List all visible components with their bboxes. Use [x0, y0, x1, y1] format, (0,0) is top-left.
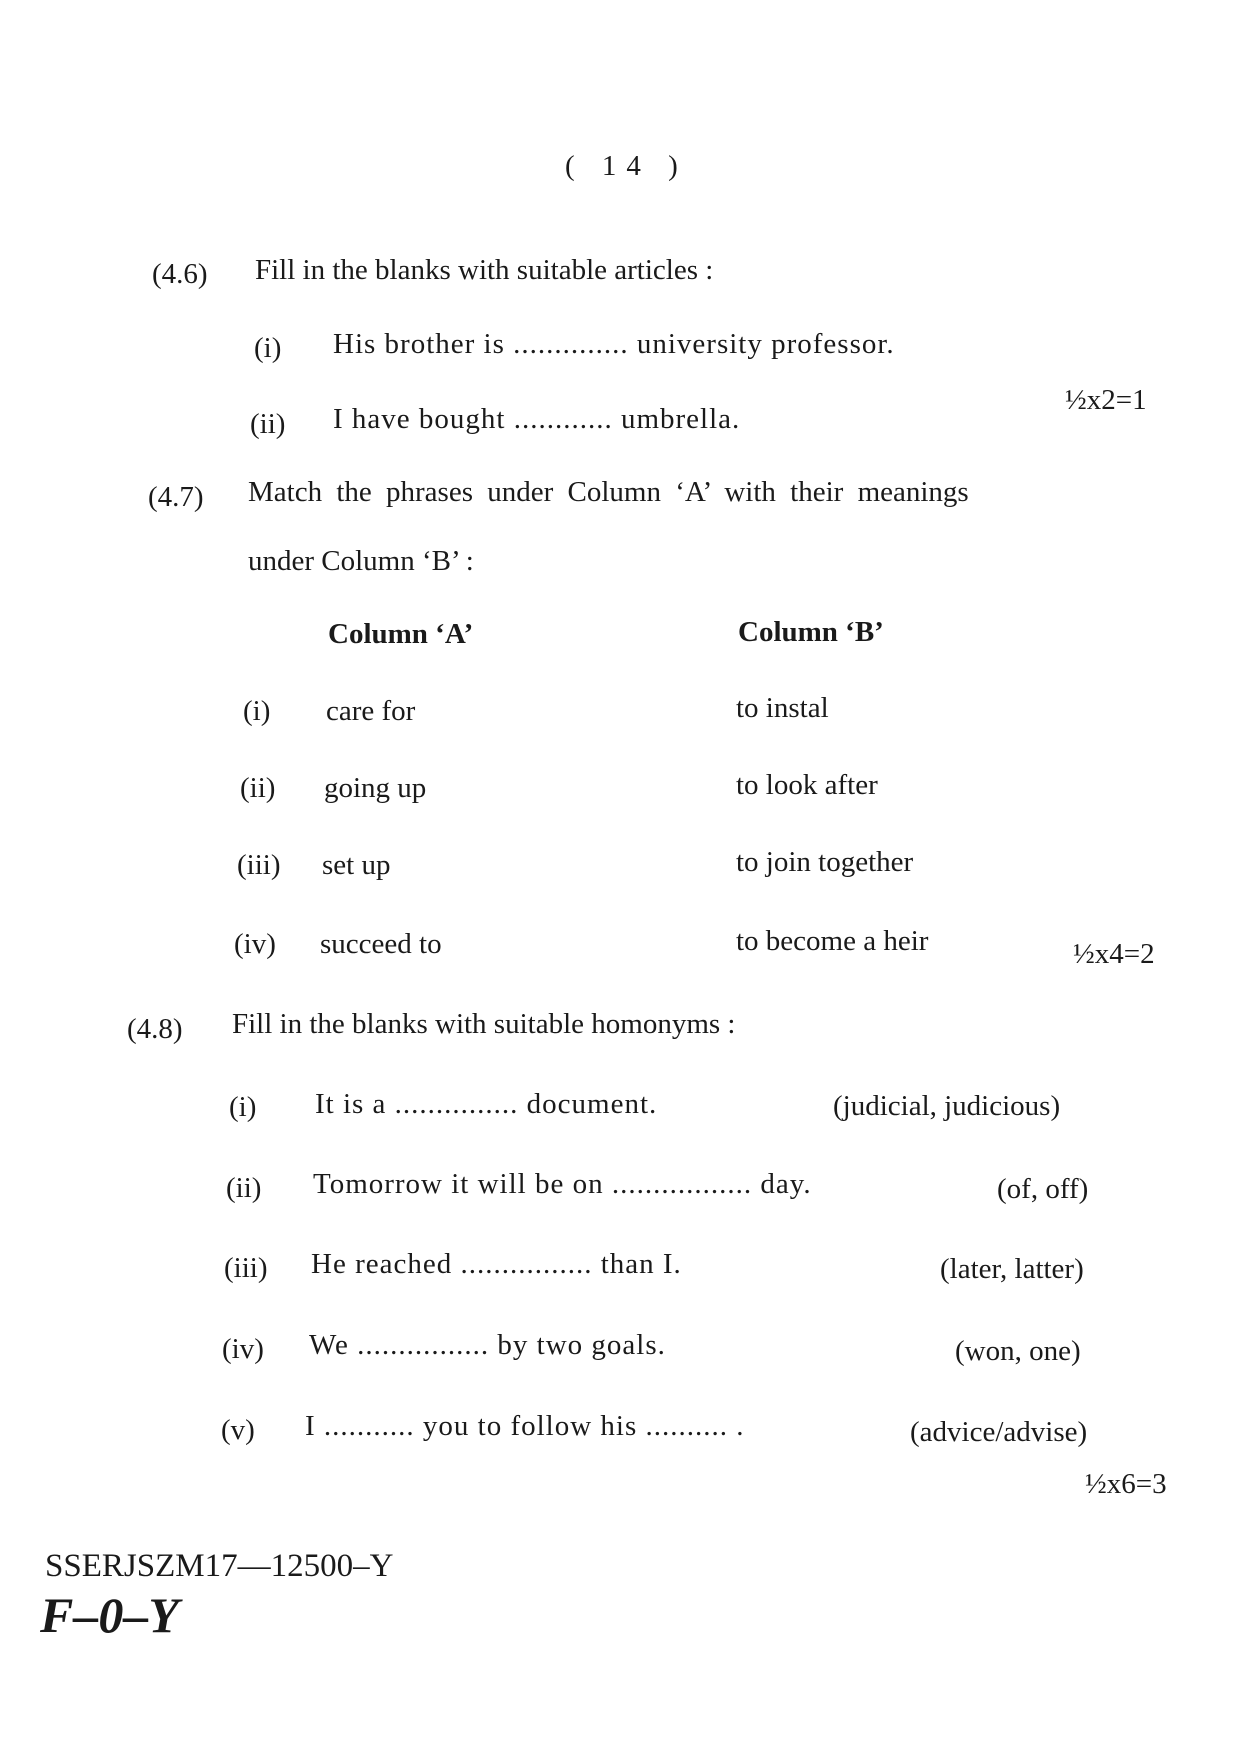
q48-item-5-label: (v)	[221, 1414, 255, 1446]
q46-item-2-text: I have bought ............ umbrella.	[333, 403, 741, 435]
q47-number: (4.7)	[148, 481, 204, 513]
q46-marks: ½x2=1	[1065, 384, 1147, 416]
q47-row-2-label: (ii)	[240, 772, 276, 804]
q48-item-3-text: He reached ................ than I.	[311, 1248, 682, 1280]
q47-row-1-label: (i)	[243, 695, 271, 727]
q47-row-2-a: going up	[324, 772, 427, 804]
q47-row-1-b: to instal	[736, 692, 829, 724]
q48-item-1-label: (i)	[229, 1091, 257, 1123]
q48-item-5-options: (advice/advise)	[910, 1416, 1088, 1448]
q48-item-2-options: (of, off)	[997, 1173, 1089, 1205]
paper-set: F–0–Y	[40, 1587, 179, 1643]
q48-number: (4.8)	[127, 1013, 183, 1045]
q48-item-2-text: Tomorrow it will be on ................. day.	[313, 1168, 812, 1200]
q46-instruction: Fill in the blanks with suitable articles :	[255, 254, 714, 286]
paper-code: SSERJSZM17—12500–Y	[45, 1548, 394, 1584]
q47-row-3-b: to join together	[736, 846, 914, 878]
q46-item-2-label: (ii)	[250, 408, 286, 440]
q48-item-3-label: (iii)	[224, 1252, 268, 1284]
q47-row-4-b: to become a heir	[736, 925, 929, 957]
page-number: ( 14 )	[565, 150, 688, 182]
q47-marks: ½x4=2	[1073, 938, 1155, 970]
q46-item-1-text: His brother is .............. university professor.	[333, 328, 895, 360]
q47-row-4-a: succeed to	[320, 928, 442, 960]
q48-item-4-text: We ................ by two goals.	[309, 1329, 666, 1361]
q48-item-4-options: (won, one)	[955, 1335, 1081, 1367]
q46-number: (4.6)	[152, 258, 208, 290]
q48-item-5-text: I ........... you to follow his .......... .	[305, 1410, 745, 1442]
q48-item-3-options: (later, latter)	[940, 1253, 1084, 1285]
q48-instruction: Fill in the blanks with suitable homonyms :	[232, 1008, 736, 1040]
q48-item-2-label: (ii)	[226, 1172, 262, 1204]
column-b-header: Column ‘B’	[738, 616, 884, 648]
q47-instruction-line2: under Column ‘B’ :	[248, 545, 474, 577]
q48-marks: ½x6=3	[1085, 1468, 1167, 1500]
q47-row-3-a: set up	[322, 849, 391, 881]
q47-row-1-a: care for	[326, 695, 416, 727]
q47-row-4-label: (iv)	[234, 928, 276, 960]
q47-instruction-line1: Match the phrases under Column ‘A’ with their meanings	[248, 476, 969, 508]
q48-item-1-text: It is a ............... document.	[315, 1088, 658, 1120]
q48-item-1-options: (judicial, judicious)	[833, 1090, 1061, 1122]
q47-row-3-label: (iii)	[237, 849, 281, 881]
q48-item-4-label: (iv)	[222, 1333, 264, 1365]
column-a-header: Column ‘A’	[328, 618, 474, 650]
q47-row-2-b: to look after	[736, 769, 878, 801]
q46-item-1-label: (i)	[254, 332, 282, 364]
